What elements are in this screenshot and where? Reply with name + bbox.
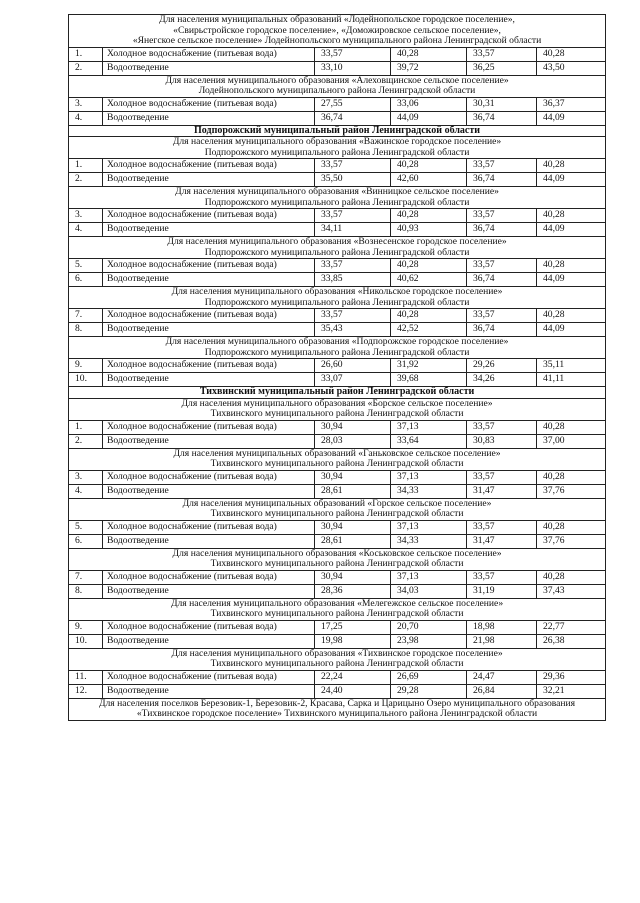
section-title-line: Для населения муниципального образования «Винницкое сельское поселение»: [175, 186, 499, 197]
tariff-value-3: 36,74: [467, 111, 537, 125]
table-row: [69, 273, 606, 287]
table-row: [69, 111, 606, 125]
tariff-value-2: 33,06: [391, 97, 467, 111]
tariff-value-2: 40,28: [391, 309, 467, 323]
section-header-row: [69, 187, 606, 209]
tariff-value-2: 44,09: [391, 111, 467, 125]
service-name: Холодное водоснабжение (питьевая вода): [103, 570, 315, 584]
tariff-value-4: 40,28: [537, 259, 606, 273]
tariff-value-4: 26,38: [537, 634, 606, 648]
row-number: 7.: [69, 309, 103, 323]
section-header-row: [69, 598, 606, 620]
table-row: [69, 420, 606, 434]
row-number: 10.: [69, 634, 103, 648]
tariff-value-4: 40,28: [537, 309, 606, 323]
section-header-row: [69, 287, 606, 309]
section-title-line: Тихвинского муниципального района Ленинградской области: [210, 408, 464, 419]
section-title-line: Лодейнопольского муниципального района Ленинградской области: [198, 85, 476, 96]
table-row: [69, 534, 606, 548]
section-header-row: [69, 137, 606, 159]
service-name: Водоотведение: [103, 534, 315, 548]
tariff-value-3: 31,19: [467, 584, 537, 598]
tariff-value-1: 26,60: [315, 359, 391, 373]
tariff-value-3: 36,25: [467, 61, 537, 75]
tariff-value-3: 33,57: [467, 570, 537, 584]
section-title-line: «Свирьстройское городское поселение», «Доможировское сельское поселение»,: [173, 24, 501, 36]
tariff-value-3: 34,26: [467, 373, 537, 387]
tariff-table-body: [69, 15, 606, 721]
section-header-row: [69, 15, 606, 48]
tariff-value-3: 33,57: [467, 259, 537, 273]
tariff-value-3: 30,83: [467, 434, 537, 448]
row-number: 5.: [69, 520, 103, 534]
tariff-value-2: 40,28: [391, 47, 467, 61]
tariff-value-1: 27,55: [315, 97, 391, 111]
district-header-row: [69, 125, 606, 137]
section-title-line: Для населения муниципального образования «Вознесенское городское поселение»: [167, 236, 507, 247]
table-row: [69, 223, 606, 237]
section-title-line: Для населения муниципального образования «Алеховщинское сельское поселение»: [165, 74, 509, 86]
tariff-value-1: 34,11: [315, 223, 391, 237]
section-header-row: [69, 648, 606, 670]
table-row: [69, 373, 606, 387]
table-row: [69, 309, 606, 323]
section-title-line: Тихвинского муниципального района Ленинградской области: [210, 508, 464, 519]
tariff-value-3: 33,57: [467, 309, 537, 323]
tariff-value-1: 17,25: [315, 620, 391, 634]
service-name: Холодное водоснабжение (питьевая вода): [103, 359, 315, 373]
tariff-value-4: 32,21: [537, 684, 606, 698]
tariff-value-2: 40,28: [391, 209, 467, 223]
tariff-value-3: 33,57: [467, 47, 537, 61]
tariff-value-2: 37,13: [391, 520, 467, 534]
tariff-value-1: 28,03: [315, 434, 391, 448]
section-header-row: [69, 337, 606, 359]
row-number: 3.: [69, 97, 103, 111]
tariff-value-3: 31,47: [467, 534, 537, 548]
tariff-value-4: 37,43: [537, 584, 606, 598]
tariff-value-1: 28,61: [315, 484, 391, 498]
section-title: [69, 398, 606, 420]
tariff-value-2: 23,98: [391, 634, 467, 648]
tariff-value-1: 28,36: [315, 584, 391, 598]
tariff-value-2: 40,28: [391, 159, 467, 173]
tariff-value-2: 42,60: [391, 173, 467, 187]
table-row: [69, 584, 606, 598]
service-name: Водоотведение: [103, 61, 315, 75]
section-title: [69, 75, 606, 97]
section-title: [69, 698, 606, 720]
tariff-value-2: 34,03: [391, 584, 467, 598]
table-row: [69, 173, 606, 187]
section-title-line: Для населения муниципального образования «Никольское городское поселение»: [171, 286, 503, 297]
service-name: Водоотведение: [103, 584, 315, 598]
tariff-value-4: 40,28: [537, 470, 606, 484]
table-row: [69, 434, 606, 448]
section-title-line: Для населения муниципального образования «Мелегежское сельское поселение»: [170, 597, 504, 609]
tariff-value-2: 33,64: [391, 434, 467, 448]
service-name: Водоотведение: [103, 634, 315, 648]
row-number: 9.: [69, 359, 103, 373]
tariff-value-1: 19,98: [315, 634, 391, 648]
row-number: 3.: [69, 470, 103, 484]
section-title-line: Тихвинского муниципального района Ленинградской области: [210, 658, 464, 669]
section-header-row: [69, 698, 606, 720]
tariff-value-1: 33,57: [315, 159, 391, 173]
tariff-value-2: 26,69: [391, 670, 467, 684]
section-title: [69, 448, 606, 470]
tariff-value-1: 33,57: [315, 209, 391, 223]
section-title: [69, 598, 606, 620]
tariff-value-1: 24,40: [315, 684, 391, 698]
tariff-value-2: 37,13: [391, 420, 467, 434]
tariff-value-1: 30,94: [315, 420, 391, 434]
section-title: [69, 237, 606, 259]
service-name: Водоотведение: [103, 273, 315, 287]
service-name: Водоотведение: [103, 484, 315, 498]
tariff-value-4: 44,09: [537, 111, 606, 125]
row-number: 2.: [69, 61, 103, 75]
table-row: [69, 470, 606, 484]
tariff-value-3: 24,47: [467, 670, 537, 684]
tariff-value-1: 35,43: [315, 323, 391, 337]
tariff-value-1: 33,57: [315, 309, 391, 323]
tariff-value-1: 33,10: [315, 61, 391, 75]
section-title-line: Тихвинского муниципального района Ленинградской области: [210, 558, 464, 569]
table-row: [69, 620, 606, 634]
tariff-value-1: 36,74: [315, 111, 391, 125]
tariff-value-4: 37,76: [537, 484, 606, 498]
service-name: Холодное водоснабжение (питьевая вода): [103, 159, 315, 173]
row-number: 12.: [69, 684, 103, 698]
section-title-line: Подпорожского муниципального района Ленинградской области: [204, 296, 470, 308]
row-number: 10.: [69, 373, 103, 387]
tariff-value-3: 33,57: [467, 159, 537, 173]
section-title-line: Для населения муниципального образования «Борское сельское поселение»: [181, 397, 493, 409]
section-title-line: Для населения муниципального образования «Тихвинское городское поселение»: [171, 647, 503, 659]
table-row: [69, 684, 606, 698]
table-row: [69, 359, 606, 373]
section-title: [69, 337, 606, 359]
tariff-value-2: 34,33: [391, 484, 467, 498]
section-title-line: «Янегское сельское поселение» Лодейнопольского муниципального района Ленинградской области: [132, 35, 542, 46]
section-title-line: Для населения муниципальных образований «Лодейнопольское городское поселение»,: [159, 14, 515, 25]
tariff-value-1: 33,85: [315, 273, 391, 287]
tariff-value-3: 29,26: [467, 359, 537, 373]
row-number: 8.: [69, 584, 103, 598]
tariff-value-4: 40,28: [537, 47, 606, 61]
section-header-row: [69, 548, 606, 570]
tariff-table-page: [68, 14, 605, 721]
section-title: [69, 15, 606, 48]
section-title-line: Для населения муниципального образования «Важинское городское поселение»: [172, 136, 502, 147]
district-header-row: [69, 387, 606, 399]
tariff-value-1: 33,57: [315, 259, 391, 273]
section-header-row: [69, 498, 606, 520]
service-name: Холодное водоснабжение (питьевая вода): [103, 309, 315, 323]
table-row: [69, 61, 606, 75]
table-row: [69, 259, 606, 273]
district-title: [69, 387, 606, 399]
tariff-value-4: 37,76: [537, 534, 606, 548]
row-number: 4.: [69, 111, 103, 125]
row-number: 1.: [69, 47, 103, 61]
tariff-value-4: 29,36: [537, 670, 606, 684]
tariff-value-2: 20,70: [391, 620, 467, 634]
service-name: Холодное водоснабжение (питьевая вода): [103, 470, 315, 484]
tariff-value-3: 36,74: [467, 173, 537, 187]
tariff-value-4: 37,00: [537, 434, 606, 448]
tariff-value-3: 31,47: [467, 484, 537, 498]
row-number: 4.: [69, 484, 103, 498]
section-title-line: Для населения муниципальных образований «Ганьковское сельское поселение»: [173, 447, 501, 459]
row-number: 6.: [69, 273, 103, 287]
section-title-line: Для населения муниципального образования «Подпорожское городское поселение»: [165, 336, 509, 347]
section-header-row: [69, 398, 606, 420]
tariff-value-4: 44,09: [537, 323, 606, 337]
tariff-value-4: 43,50: [537, 61, 606, 75]
table-row: [69, 97, 606, 111]
row-number: 1.: [69, 159, 103, 173]
tariff-value-1: 35,50: [315, 173, 391, 187]
tariff-value-1: 30,94: [315, 470, 391, 484]
service-name: Водоотведение: [103, 373, 315, 387]
section-header-row: [69, 237, 606, 259]
section-title: [69, 498, 606, 520]
service-name: Холодное водоснабжение (питьевая вода): [103, 420, 315, 434]
tariff-value-4: 22,77: [537, 620, 606, 634]
section-title-line: Подпорожский муниципальный район Ленинградской области: [194, 124, 481, 136]
table-row: [69, 570, 606, 584]
section-title-line: «Тихвинское городское поселение» Тихвинского муниципального района Ленинградской области: [136, 708, 538, 719]
row-number: 6.: [69, 534, 103, 548]
row-number: 9.: [69, 620, 103, 634]
service-name: Холодное водоснабжение (питьевая вода): [103, 620, 315, 634]
section-header-row: [69, 448, 606, 470]
section-title-line: Подпорожского муниципального района Ленинградской области: [204, 246, 470, 258]
tariff-value-2: 29,28: [391, 684, 467, 698]
section-header-row: [69, 75, 606, 97]
row-number: 2.: [69, 434, 103, 448]
tariff-value-4: 40,28: [537, 420, 606, 434]
row-number: 4.: [69, 223, 103, 237]
service-name: Холодное водоснабжение (питьевая вода): [103, 97, 315, 111]
section-title-line: Для населения поселков Березовик-1, Березовик-2, Красава, Сарка и Царицыно Озеро муниципального образования: [98, 697, 576, 709]
table-row: [69, 484, 606, 498]
section-title-line: Тихвинского муниципального района Ленинградской области: [210, 608, 464, 619]
tariff-value-2: 42,52: [391, 323, 467, 337]
tariff-value-4: 36,37: [537, 97, 606, 111]
tariff-value-1: 33,07: [315, 373, 391, 387]
service-name: Холодное водоснабжение (питьевая вода): [103, 520, 315, 534]
tariff-value-2: 40,28: [391, 259, 467, 273]
tariff-value-2: 40,62: [391, 273, 467, 287]
tariff-value-4: 40,28: [537, 159, 606, 173]
tariff-value-4: 44,09: [537, 173, 606, 187]
section-title-line: Тихвинский муниципальный район Ленинградской области: [199, 386, 475, 397]
tariff-value-4: 44,09: [537, 273, 606, 287]
tariff-table: [68, 14, 606, 721]
tariff-value-3: 33,57: [467, 209, 537, 223]
row-number: 11.: [69, 670, 103, 684]
section-title-line: Подпорожского муниципального района Ленинградской области: [204, 146, 470, 158]
tariff-value-3: 36,74: [467, 223, 537, 237]
section-title-line: Для населения муниципальных образований «Горское сельское поселение»: [182, 497, 492, 509]
tariff-value-2: 31,92: [391, 359, 467, 373]
tariff-value-1: 22,24: [315, 670, 391, 684]
tariff-value-3: 36,74: [467, 273, 537, 287]
service-name: Холодное водоснабжение (питьевая вода): [103, 209, 315, 223]
section-title: [69, 548, 606, 570]
tariff-value-3: 36,74: [467, 323, 537, 337]
section-title-line: Подпорожского муниципального района Ленинградской области: [204, 346, 470, 358]
tariff-value-1: 30,94: [315, 520, 391, 534]
section-title: [69, 287, 606, 309]
row-number: 7.: [69, 570, 103, 584]
tariff-value-4: 40,28: [537, 520, 606, 534]
tariff-value-3: 33,57: [467, 520, 537, 534]
service-name: Водоотведение: [103, 323, 315, 337]
service-name: Водоотведение: [103, 173, 315, 187]
tariff-value-4: 35,11: [537, 359, 606, 373]
section-title-line: Для населения муниципального образования «Коськовское сельское поселение»: [172, 547, 502, 559]
tariff-value-2: 39,68: [391, 373, 467, 387]
tariff-value-2: 37,13: [391, 470, 467, 484]
row-number: 1.: [69, 420, 103, 434]
table-row: [69, 323, 606, 337]
tariff-value-3: 18,98: [467, 620, 537, 634]
row-number: 8.: [69, 323, 103, 337]
tariff-value-4: 41,11: [537, 373, 606, 387]
district-title: [69, 125, 606, 137]
row-number: 2.: [69, 173, 103, 187]
service-name: Водоотведение: [103, 434, 315, 448]
tariff-value-1: 28,61: [315, 534, 391, 548]
table-row: [69, 159, 606, 173]
tariff-value-3: 33,57: [467, 420, 537, 434]
service-name: Водоотведение: [103, 684, 315, 698]
tariff-value-3: 21,98: [467, 634, 537, 648]
row-number: 5.: [69, 259, 103, 273]
table-row: [69, 670, 606, 684]
section-title-line: Подпорожского муниципального района Ленинградской области: [204, 196, 470, 208]
row-number: 3.: [69, 209, 103, 223]
service-name: Холодное водоснабжение (питьевая вода): [103, 47, 315, 61]
tariff-value-2: 40,93: [391, 223, 467, 237]
service-name: Холодное водоснабжение (питьевая вода): [103, 670, 315, 684]
tariff-value-1: 30,94: [315, 570, 391, 584]
service-name: Водоотведение: [103, 223, 315, 237]
table-row: [69, 520, 606, 534]
tariff-value-2: 34,33: [391, 534, 467, 548]
service-name: Холодное водоснабжение (питьевая вода): [103, 259, 315, 273]
tariff-value-4: 40,28: [537, 570, 606, 584]
table-row: [69, 634, 606, 648]
tariff-value-4: 40,28: [537, 209, 606, 223]
section-title: [69, 137, 606, 159]
section-title: [69, 648, 606, 670]
service-name: Водоотведение: [103, 111, 315, 125]
tariff-value-3: 30,31: [467, 97, 537, 111]
section-title: [69, 187, 606, 209]
tariff-value-1: 33,57: [315, 47, 391, 61]
tariff-value-2: 37,13: [391, 570, 467, 584]
tariff-value-4: 44,09: [537, 223, 606, 237]
section-title-line: Тихвинского муниципального района Ленинградской области: [210, 458, 464, 469]
table-row: [69, 209, 606, 223]
tariff-value-3: 26,84: [467, 684, 537, 698]
table-row: [69, 47, 606, 61]
tariff-value-3: 33,57: [467, 470, 537, 484]
tariff-value-2: 39,72: [391, 61, 467, 75]
